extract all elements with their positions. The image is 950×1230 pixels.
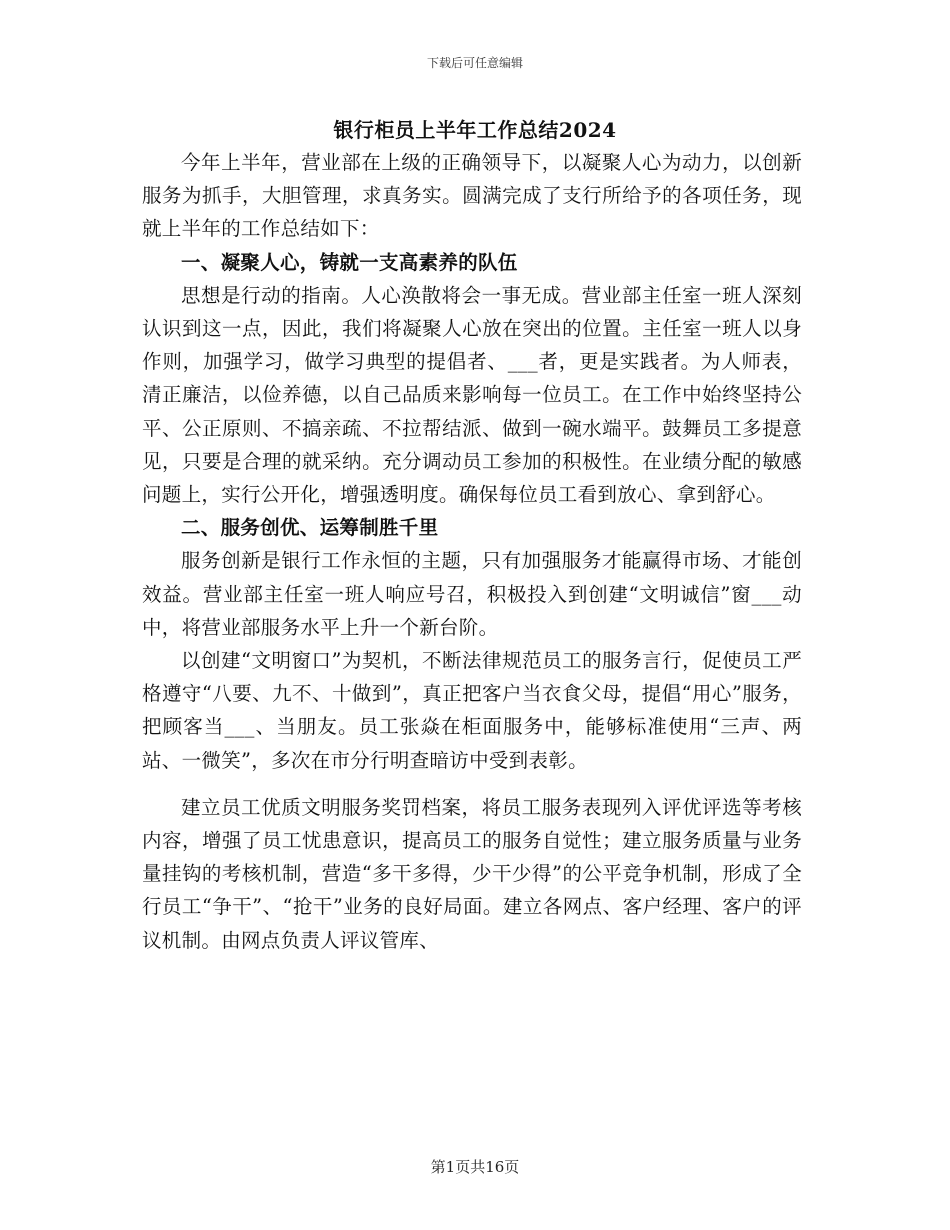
document-title: 银行柜员上半年工作总结2024	[333, 118, 617, 142]
document-body	[142, 146, 802, 957]
page-number: 第1页共16页	[430, 1158, 520, 1176]
intro-paragraph: 今年上半年，营业部在上级的正确领导下，以凝聚人心为动力，以创新服务为抓手，大胆管理，求真务实。圆满完成了支行所给予的各项任务，现就上半年的工作总结如下：	[142, 151, 802, 241]
header-note: 下载后可任意编辑	[426, 56, 523, 70]
section-heading-2: 二、服务创优、运筹制胜千里	[181, 516, 439, 540]
section-1-paragraph: 思想是行动的指南。人心涣散将会一事无成。营业部主任室一班人深刻认识到这一点，因此，我们将凝聚人心放在突出的位置。主任室一班人以身作则，加强学习，做学习典型的提倡者、___者，更是实践者。为人师表，清正廉洁，以俭养德，以自己品质来影响每一位员工。在工作中始终坚持公平、公正原则、不搞亲疏、不拉帮结派、做到一碗水端平。鼓舞员工多提意见，只要是合理的就采纳。充分调动员工参加的积极性。在业绩分配的敏感问题上，实行公开化，增强透明度。确保每位员工看到放心、拿到舒心。	[142, 283, 802, 507]
section-2-paragraph-2: 以创建“文明窗口”为契机，不断法律规范员工的服务言行，促使员工严格遵守“八要、九不、十做到”，真正把客户当衣食父母，提倡“用心”服务，把顾客当___、当朋友。员工张焱在柜面服务中，能够标准使用“三声、两站、一微笑”，多次在市分行明查暗访中受到表彰。	[142, 649, 802, 772]
section-heading-1: 一、凝聚人心，铸就一支高素养的队伍	[181, 250, 518, 274]
section-2-paragraph-3: 建立员工优质文明服务奖罚档案，将员工服务表现列入评优评选等考核内容，增强了员工忧患意识，提高员工的服务自觉性；建立服务质量与业务量挂钩的考核机制，营造“多干多得，少干少得”的公平竞争机制，形成了全行员工“争干”、“抢干”业务的良好局面。建立各网点、客户经理、客户的评议机制。由网点负责人评议管库、	[142, 795, 802, 952]
section-2-paragraph-1: 服务创新是银行工作永恒的主题，只有加强服务才能赢得市场、才能创效益。营业部主任室一班人响应号召，积极投入到创建“文明诚信”窗___动中，将营业部服务水平上升一个新台阶。	[142, 549, 802, 639]
